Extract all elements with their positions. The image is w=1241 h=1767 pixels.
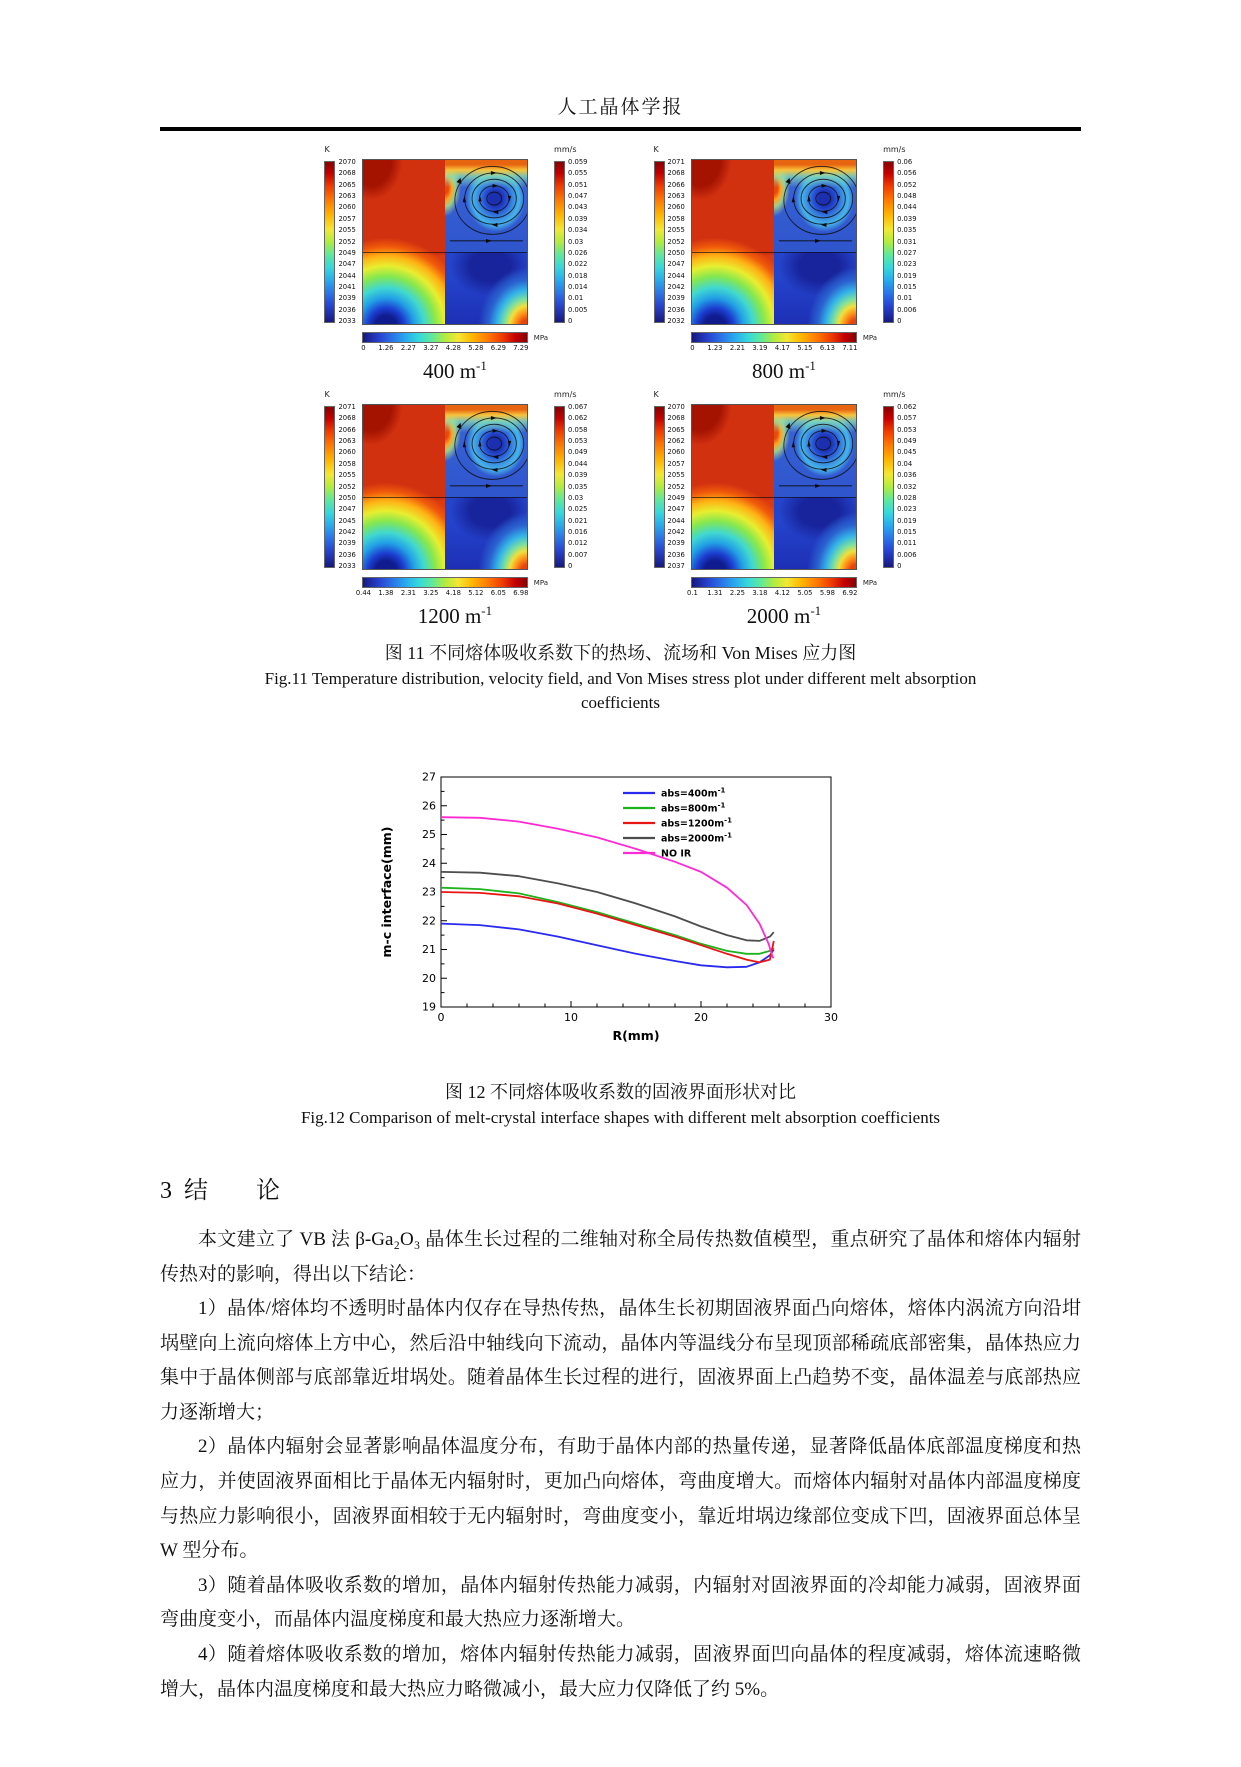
stress-tick: 6.13 [819, 344, 835, 352]
temp-tick: 2052 [667, 237, 685, 246]
stress-colorbar-labels [361, 343, 529, 354]
velocity-tick: 0.03 [568, 237, 584, 246]
temp-tick: 2039 [667, 294, 685, 303]
stress-tick: 0.1 [687, 589, 698, 597]
section-title: 结 论 [184, 1178, 280, 1204]
stress-tick: 0 [361, 344, 366, 352]
temp-tick: 2055 [667, 471, 685, 480]
y-tick-label: 26 [421, 799, 436, 813]
temp-tick: 2063 [667, 192, 685, 201]
velocity-tick: 0.039 [897, 214, 917, 223]
temp-tick: 2036 [338, 305, 356, 314]
temp-tick: 2044 [667, 516, 685, 525]
temp-colorbar [324, 161, 335, 323]
velocity-colorbar-block [554, 145, 587, 325]
stress-tick: 6.92 [842, 589, 858, 597]
velocity-tick: 0.014 [568, 282, 588, 291]
panel-label: 400 $m^{-1}$ [422, 358, 487, 383]
stress-unit-label: MPa [533, 578, 549, 587]
x-tick-label: 30 [823, 1011, 838, 1024]
legend-label: $abs=800m^{-1}$ [660, 801, 725, 815]
temp-tick: 2063 [338, 437, 356, 446]
stress-tick: 4.12 [774, 589, 790, 597]
streamlines-icon [445, 405, 527, 497]
stress-tick: 1.38 [378, 589, 394, 597]
temp-colorbar [654, 161, 665, 323]
velocity-tick: 0.044 [568, 459, 588, 468]
temp-tick: 2032 [667, 317, 685, 326]
stress-tick: 5.12 [468, 589, 484, 597]
temp-tick: 2033 [338, 562, 356, 571]
temp-tick: 2068 [667, 169, 685, 178]
series-line [441, 924, 774, 968]
series-line [441, 872, 774, 941]
temp-tick: 2037 [667, 562, 685, 571]
temp-tick: 2055 [667, 226, 685, 235]
velocity-tick: 0.067 [568, 403, 588, 411]
temp-tick: 2071 [667, 158, 685, 166]
velocity-tick: 0.012 [568, 539, 588, 548]
simulation-panel [324, 145, 587, 384]
velocity-tick: 0.057 [897, 414, 917, 423]
velocity-colorbar [883, 406, 894, 568]
field-plot [362, 404, 528, 570]
temp-tick: 2036 [667, 550, 685, 559]
stress-tick: 4.18 [445, 589, 461, 597]
figure12-caption-en: Fig.12 Comparison of melt-crystal interface shapes with different melt absorption coefficients [300, 1108, 941, 1127]
legend-label: $abs=400m^{-1}$ [660, 786, 725, 800]
velocity-tick: 0.007 [568, 550, 588, 559]
temperature-field [363, 160, 445, 324]
legend-label: $abs=1200m^{-1}$ [660, 816, 732, 830]
temp-colorbar-labels [338, 159, 355, 325]
x-tick-label: 20 [693, 1011, 708, 1024]
stress-unit-label: MPa [533, 333, 549, 342]
x-axis-label: R(mm) [611, 1028, 660, 1043]
field-plot [691, 159, 857, 325]
panel-label: 1200 $m^{-1}$ [417, 603, 493, 628]
y-tick-label: 23 [421, 885, 436, 899]
velocity-field [774, 160, 856, 252]
velocity-unit-label: mm/s [883, 145, 906, 154]
simulation-panel [324, 390, 587, 629]
temp-tick: 2050 [338, 493, 356, 502]
temp-colorbar-labels [338, 404, 355, 570]
simulation-panel [654, 145, 917, 384]
temp-tick: 2042 [338, 527, 356, 536]
velocity-tick: 0.053 [568, 437, 588, 446]
stress-tick: 3.27 [423, 344, 439, 352]
temp-tick: 2044 [338, 271, 356, 280]
temp-colorbar [654, 406, 665, 568]
stress-tick: 5.05 [797, 589, 813, 597]
stress-tick: 4.17 [774, 344, 790, 352]
velocity-tick: 0.031 [897, 237, 917, 246]
temp-tick: 2052 [667, 482, 685, 491]
stress-tick: 6.98 [513, 589, 529, 597]
stress-unit-label: MPa [862, 578, 878, 587]
temperature-colorbar-block [654, 145, 685, 325]
temp-tick: 2047 [338, 260, 356, 269]
temp-tick: 2049 [667, 493, 685, 502]
velocity-tick: 0.026 [568, 248, 588, 257]
velocity-colorbar-block [883, 145, 916, 325]
velocity-unit-label: mm/s [883, 390, 906, 399]
velocity-tick: 0.043 [568, 203, 588, 212]
legend-label: $abs=2000m^{-1}$ [660, 831, 732, 845]
temp-tick: 2065 [338, 180, 356, 189]
velocity-tick: 0.044 [897, 203, 917, 212]
melt-crystal-interface-line [692, 252, 856, 253]
field-plot [362, 159, 528, 325]
velocity-tick: 0.049 [897, 437, 917, 446]
velocity-tick: 0.015 [897, 527, 917, 536]
velocity-field [774, 405, 856, 497]
velocity-tick: 0.04 [897, 459, 913, 468]
temp-tick: 2041 [338, 282, 356, 291]
temp-tick: 2036 [667, 305, 685, 314]
velocity-tick: 0.056 [897, 169, 917, 178]
velocity-tick: 0.005 [568, 305, 588, 314]
temp-unit-label: K [653, 390, 659, 399]
velocity-tick: 0.023 [897, 505, 917, 514]
temp-unit-label: K [324, 390, 330, 399]
temp-tick: 2060 [667, 203, 685, 212]
stress-colorbar-labels [687, 588, 858, 599]
panel-label: 2000 $m^{-1}$ [746, 603, 822, 628]
velocity-tick: 0.039 [568, 214, 588, 223]
velocity-tick: 0.021 [568, 516, 588, 525]
velocity-colorbar-labels [897, 404, 916, 570]
temp-tick: 2063 [338, 192, 356, 201]
temp-tick: 2057 [338, 214, 356, 223]
velocity-tick: 0 [897, 562, 902, 571]
velocity-tick: 0.039 [568, 471, 588, 480]
stress-tick: 0.44 [355, 589, 371, 597]
velocity-colorbar-block [554, 390, 587, 570]
stress-tick: 7.29 [513, 344, 529, 352]
velocity-tick: 0.047 [568, 192, 588, 201]
figure11-grid [160, 145, 1081, 629]
conclusion-paragraph: 1）晶体/熔体均不透明时晶体内仅存在导热传热，晶体生长初期固液界面凸向熔体，熔体内涡流方向沿坩埚壁向上流向熔体上方中心，然后沿中轴线向下流动，晶体内等温线分布呈现顶部稀疏底部密集，晶体热应力集中于晶体侧部与底部靠近坩埚处。随着晶体生长过程的进行，固液界面上凸趋势不变，晶体温差与底部热应力逐渐增大； [160, 1298, 1081, 1423]
temp-tick: 2039 [338, 539, 356, 548]
temp-tick: 2071 [338, 403, 356, 411]
conclusion-paragraph: 4）随着熔体吸收系数的增加，熔体内辐射传热能力减弱，固液界面凹向晶体的程度减弱，熔体流速略微增大，晶体内温度梯度和最大热应力略微减小，最大应力仅降低了约 5%。 [160, 1643, 1081, 1700]
stress-tick: 7.11 [842, 344, 858, 352]
stress-colorbar [362, 332, 528, 343]
temp-tick: 2058 [338, 459, 356, 468]
fig12-chart [371, 761, 871, 1063]
melt-crystal-interface-line [363, 497, 527, 498]
y-tick-label: 22 [421, 914, 436, 928]
temp-tick: 2066 [338, 425, 356, 434]
stress-tick: 0 [690, 344, 695, 352]
velocity-tick: 0 [568, 562, 573, 571]
simulation-panel [654, 390, 917, 629]
stress-tick: 1.31 [707, 589, 723, 597]
stress-unit-label: MPa [862, 333, 878, 342]
temp-colorbar-labels [668, 404, 685, 570]
x-tick-label: 10 [563, 1011, 578, 1024]
field-plot [691, 404, 857, 570]
velocity-tick: 0.035 [568, 482, 588, 491]
stress-colorbar-labels [355, 588, 529, 599]
velocity-tick: 0.018 [568, 271, 588, 280]
temperature-colorbar-block [324, 145, 355, 325]
velocity-tick: 0.027 [897, 248, 917, 257]
temp-tick: 2070 [338, 158, 356, 166]
temp-unit-label: K [653, 145, 659, 154]
stress-field [445, 252, 527, 324]
temp-tick: 2055 [338, 471, 356, 480]
stress-tick: 5.98 [819, 589, 835, 597]
velocity-colorbar-labels [568, 404, 587, 570]
velocity-tick: 0.019 [897, 516, 917, 525]
temp-tick: 2062 [667, 437, 685, 446]
velocity-colorbar [554, 161, 565, 323]
stress-tick: 6.05 [490, 589, 506, 597]
stress-field [774, 497, 856, 569]
temp-colorbar-labels [668, 159, 685, 325]
velocity-colorbar-labels [897, 159, 916, 325]
velocity-tick: 0.028 [897, 493, 917, 502]
temp-tick: 2047 [338, 505, 356, 514]
temp-tick: 2065 [667, 425, 685, 434]
temp-tick: 2068 [338, 169, 356, 178]
section-heading [160, 1170, 1081, 1205]
y-tick-label: 19 [421, 1000, 436, 1014]
section-number: 3 [160, 1178, 172, 1204]
y-tick-label: 21 [421, 943, 436, 956]
velocity-tick: 0.059 [568, 158, 588, 166]
velocity-tick: 0.053 [897, 425, 917, 434]
stress-tick: 2.25 [729, 589, 745, 597]
y-tick-label: 25 [421, 828, 436, 841]
velocity-field [445, 160, 527, 252]
velocity-tick: 0.016 [568, 527, 588, 536]
stress-tick: 3.19 [752, 344, 768, 352]
velocity-tick: 0.048 [897, 192, 917, 201]
melt-crystal-interface-line [692, 497, 856, 498]
x-tick-label: 0 [437, 1011, 444, 1024]
velocity-colorbar [883, 161, 894, 323]
velocity-tick: 0.049 [568, 448, 588, 457]
conclusion-paragraph: 本文建立了 VB 法 β-Ga₂O₃ 晶体生长过程的二维轴对称全局传热数值模型，重点研究了晶体和熔体内辐射传热对的影响，得出以下结论： [160, 1229, 1081, 1285]
temp-tick: 2068 [667, 414, 685, 423]
temp-tick: 2045 [338, 516, 356, 525]
header-rule [160, 127, 1081, 131]
temp-tick: 2052 [338, 237, 356, 246]
series-line [441, 888, 774, 954]
velocity-field [445, 405, 527, 497]
temp-tick: 2070 [667, 403, 685, 411]
velocity-colorbar-labels [568, 159, 587, 325]
temp-tick: 2058 [667, 214, 685, 223]
streamlines-icon [774, 405, 856, 497]
temperature-field [363, 405, 445, 569]
stress-tick: 3.25 [423, 589, 439, 597]
velocity-tick: 0.051 [568, 180, 588, 189]
y-tick-label: 20 [421, 971, 436, 985]
velocity-tick: 0.006 [897, 305, 917, 314]
velocity-tick: 0.035 [897, 226, 917, 235]
stress-tick: 2.31 [400, 589, 416, 597]
velocity-tick: 0.062 [568, 414, 588, 423]
temp-tick: 2060 [667, 448, 685, 457]
figure11-caption-en-line2: coefficients [581, 693, 660, 712]
streamlines-icon [774, 160, 856, 252]
velocity-tick: 0.022 [568, 260, 588, 269]
temp-tick: 2042 [667, 527, 685, 536]
temp-tick: 2047 [667, 260, 685, 269]
stress-tick: 2.27 [400, 344, 416, 352]
stress-tick: 5.15 [797, 344, 813, 352]
velocity-tick: 0 [568, 317, 573, 326]
velocity-colorbar-block [883, 390, 916, 570]
velocity-unit-label: mm/s [554, 390, 577, 399]
temp-tick: 2033 [338, 317, 356, 326]
velocity-colorbar [554, 406, 565, 568]
stress-colorbar [691, 332, 857, 343]
temperature-field [692, 405, 774, 569]
temp-tick: 2044 [667, 271, 685, 280]
velocity-tick: 0.019 [897, 271, 917, 280]
temp-tick: 2057 [667, 459, 685, 468]
velocity-tick: 0.01 [568, 294, 584, 303]
figure11-caption-en-line1: Fig.11 Temperature distribution, velocity field, and Von Mises stress plot under different melt absorption [264, 669, 977, 688]
velocity-tick: 0.055 [568, 169, 588, 178]
stress-tick: 3.18 [752, 589, 768, 597]
stress-field [445, 497, 527, 569]
temp-tick: 2055 [338, 226, 356, 235]
temp-tick: 2052 [338, 482, 356, 491]
temp-tick: 2060 [338, 448, 356, 457]
journal-title: 人工晶体学报 [557, 97, 684, 118]
stress-tick: 5.28 [468, 344, 484, 352]
velocity-tick: 0.034 [568, 226, 588, 235]
stress-tick: 6.29 [490, 344, 506, 352]
velocity-tick: 0.011 [897, 539, 917, 548]
stress-colorbar [362, 577, 528, 588]
velocity-tick: 0.036 [897, 471, 917, 480]
velocity-tick: 0.023 [897, 260, 917, 269]
stress-colorbar-labels [690, 343, 858, 354]
legend-label: NO IR [660, 848, 691, 860]
temp-tick: 2060 [338, 203, 356, 212]
temp-tick: 2039 [338, 294, 356, 303]
stress-field [774, 252, 856, 324]
conclusion-paragraph: 2）晶体内辐射会显著影响晶体温度分布，有助于晶体内部的热量传递，显著降低晶体底部温度梯度和热应力，并使固液界面相比于晶体无内辐射时，更加凸向熔体，弯曲度增大。而熔体内辐射对晶体内部温度梯度与热应力影响很小，固液界面相较于无内辐射时，弯曲度变小，靠近坩埚边缘部位变成下凹，固液界面总体呈 W 型分布。 [160, 1436, 1081, 1562]
conclusion-paragraph: 3）随着晶体吸收系数的增加，晶体内辐射传热能力减弱，内辐射对固液界面的冷却能力减弱，固液界面弯曲度变小，而晶体内温度梯度和最大热应力逐渐增大。 [160, 1574, 1081, 1631]
stress-tick: 1.26 [378, 344, 394, 352]
velocity-tick: 0.03 [568, 493, 584, 502]
figure11-caption-zh: 图 11 不同熔体吸收系数下的热场、流场和 Von Mises 应力图 [384, 643, 857, 663]
velocity-tick: 0.062 [897, 403, 917, 411]
temp-unit-label: K [324, 145, 330, 154]
y-axis-label: m-c interface(mm) [378, 826, 394, 958]
temp-colorbar [324, 406, 335, 568]
temp-tick: 2039 [667, 539, 685, 548]
temp-tick: 2066 [667, 180, 685, 189]
figure12-caption-zh: 图 12 不同熔体吸收系数的固液界面形状对比 [445, 1082, 796, 1102]
temperature-colorbar-block [654, 390, 685, 570]
velocity-tick: 0.052 [897, 180, 917, 189]
stress-tick: 1.23 [707, 344, 723, 352]
panel-label: 800 $m^{-1}$ [751, 358, 816, 383]
conclusion-paragraphs [160, 1223, 1081, 1707]
velocity-tick: 0.032 [897, 482, 917, 491]
temperature-colorbar-block [324, 390, 355, 570]
y-tick-label: 27 [421, 770, 436, 784]
temp-tick: 2049 [338, 248, 356, 257]
stress-tick: 2.21 [729, 344, 745, 352]
velocity-tick: 0.01 [897, 294, 913, 303]
temp-tick: 2068 [338, 414, 356, 423]
stress-tick: 4.28 [445, 344, 461, 352]
velocity-tick: 0.015 [897, 282, 917, 291]
velocity-tick: 0.045 [897, 448, 917, 457]
temp-tick: 2047 [667, 505, 685, 514]
temp-tick: 2042 [667, 282, 685, 291]
velocity-tick: 0.058 [568, 425, 588, 434]
melt-crystal-interface-line [363, 252, 527, 253]
y-tick-label: 24 [421, 856, 436, 870]
velocity-tick: 0.006 [897, 550, 917, 559]
velocity-tick: 0.06 [897, 158, 913, 166]
temp-tick: 2050 [667, 248, 685, 257]
temperature-field [692, 160, 774, 324]
velocity-tick: 0.025 [568, 505, 588, 514]
streamlines-icon [445, 160, 527, 252]
figure12-block [160, 761, 1081, 1068]
temp-tick: 2036 [338, 550, 356, 559]
velocity-tick: 0 [897, 317, 902, 326]
stress-colorbar [691, 577, 857, 588]
velocity-unit-label: mm/s [554, 145, 577, 154]
